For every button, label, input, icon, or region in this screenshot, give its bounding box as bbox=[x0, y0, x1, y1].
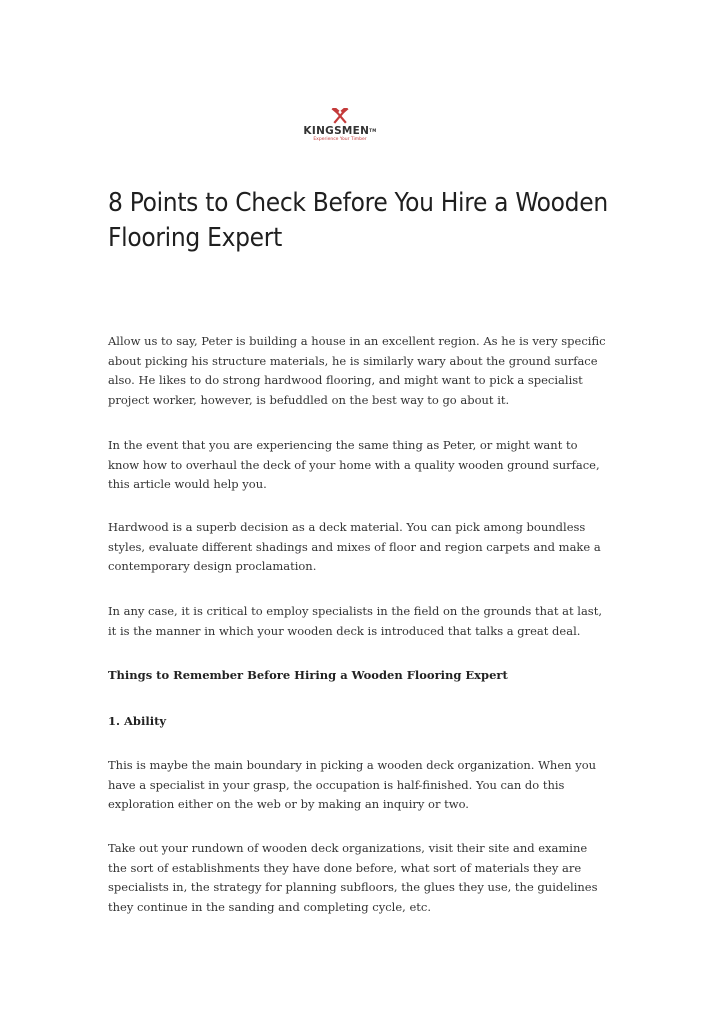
point-heading-ability: 1. Ability bbox=[108, 714, 167, 728]
paragraph-specialists: In any case, it is critical to employ specialists in the field on the grounds that at last, it is the manner in which your wooden deck is introduced that talks a great deal. bbox=[108, 604, 602, 638]
paragraph-hardwood: Hardwood is a superb decision as a deck material. You can pick among boundless styles, evaluate different shadings and mixes of floor and region carpets and make a contemporary design proclamation. bbox=[108, 520, 601, 573]
brand-logo[interactable] bbox=[300, 108, 380, 150]
crossed-hammers-icon bbox=[329, 108, 351, 124]
paragraph-ability-2: Take out your rundown of wooden deck organizations, visit their site and examine the sort of establishments they have done before, what sort of materials they are specialists in, the strategy for planning subfloors, the glues they use, the guidelines they continue in the sanding and completing cycle, etc. bbox=[108, 841, 598, 914]
brand-name: KINGSMEN™ bbox=[303, 125, 377, 137]
article-title: 8 Points to Check Before You Hire a Wooden Flooring Expert bbox=[108, 188, 608, 253]
brand-tagline: Experience Your Timber bbox=[313, 137, 367, 142]
section-heading: Things to Remember Before Hiring a Wooden Flooring Expert bbox=[108, 668, 508, 682]
paragraph-same-as-peter: In the event that you are experiencing the same thing as Peter, or might want to know how to overhaul the deck of your home with a quality wooden ground surface, this article would help you. bbox=[108, 438, 600, 491]
paragraph-intro: Allow us to say, Peter is building a house in an excellent region. As he is very specific about picking his structure materials, he is similarly wary about the ground surface also. He likes to do strong hardwood flooring, and might want to pick a specialist project worker, however, is befuddled on the best way to go about it. bbox=[108, 334, 606, 407]
paragraph-ability-1: This is maybe the main boundary in picking a wooden deck organization. When you have a specialist in your grasp, the occupation is half-finished. You can do this exploration either on the web or by making an inquiry or two. bbox=[108, 758, 597, 811]
